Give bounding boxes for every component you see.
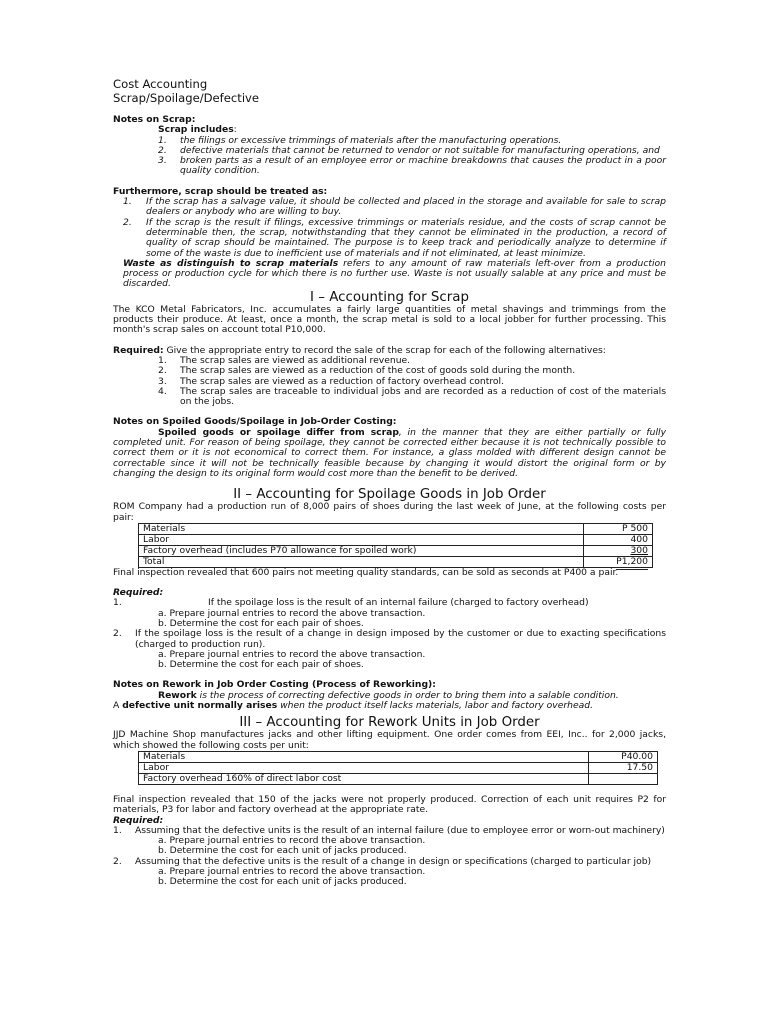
section-2-final: Final inspection revealed that 600 pairs not meeting quality standards, can be sold as seconds at P400 a pair. — [113, 566, 619, 578]
section-1-title: I – Accounting for Scrap — [310, 289, 469, 305]
defective-note: A defective unit normally arises when the product itself lacks materials, labor and factory overhead. — [113, 700, 593, 712]
section-2-intro: ROM Company had a production run of 8,000 pairs of shoes during the last week of June, at the following costs per pair: — [113, 501, 666, 523]
table-row: Factory overhead 160% of direct labor cost — [139, 773, 658, 784]
table-row: Factory overhead (includes P70 allowance for spoiled work) 300 — [139, 545, 653, 556]
list-item: 2. Assuming that the defective units is the result of a change in design or specifications (charged to particular job) — [113, 855, 652, 867]
section-3-final: Final inspection revealed that 150 of the jacks were not properly produced. Correction of each unit requires P2 for materials, P3 for labor and factory overhead at the appropriate rate. — [113, 793, 666, 816]
document-page — [113, 78, 666, 888]
section-3-title: III – Accounting for Rework Units in Job Order — [239, 715, 540, 731]
spoilage-notes-heading: Notes on Spoiled Goods/Spoilage in Job-Order Costing: — [113, 416, 397, 428]
table-row: Total P1,200 — [139, 556, 653, 567]
list-item: 2. The scrap sales are viewed as a reduction of the cost of goods sold during the month. — [158, 365, 576, 377]
list-subitem: a. Prepare journal entries to record the above transaction. — [158, 607, 426, 619]
table-row: Materials P 500 — [139, 523, 653, 534]
list-item: 3. The scrap sales are viewed as a reduction of factory overhead control. — [158, 375, 505, 387]
section-2-title: II – Accounting for Spoilage Goods in Job Order — [233, 487, 546, 503]
section-3-required: Required: — [113, 814, 164, 826]
list-subitem: a. Prepare journal entries to record the above transaction. — [158, 648, 426, 660]
scrap-notes-heading: Notes on Scrap: — [113, 114, 196, 125]
doc-subtitle: Scrap/Spoilage/Defective — [113, 90, 260, 105]
spoilage-cost-table — [138, 523, 653, 568]
list-item: 2. If the scrap is the result if filings, excessive trimmings or materials residue, and the costs of scrap cannot be determinable then, the scrap, notwithstanding that they cannot be eliminated in the production, a record of quality of scrap should be maintained. The purpose is to keep track and periodically analyze to determine if some of the waste is due to inefficient use of materials and if not eliminated, at least minimize. — [123, 216, 666, 259]
table-row: Materials P40.00 — [139, 751, 658, 762]
list-item: 1. The scrap sales are viewed as additional revenue. — [158, 354, 411, 366]
list-subitem: b. Determine the cost for each pair of shoes. — [158, 617, 364, 629]
scrap-treated-heading: Furthermore, scrap should be treated as: — [113, 185, 328, 197]
waste-note: Waste as distinguish to scrap materials refers to any amount of raw materials left-over from a production process or production cycle for which there is no further use. Waste is not usually salable at any price and must be discarded. — [123, 257, 666, 290]
list-subitem: b. Determine the cost for each unit of jacks produced. — [158, 845, 407, 857]
list-item: 3. broken parts as a result of an employee error or machine breakdowns that causes the product in a poor quality condition. — [158, 155, 666, 177]
list-subitem: b. Determine the cost for each pair of shoes. — [158, 659, 364, 671]
list-item: 1. Assuming that the defective units is the result of an internal failure (due to employee error or worn-out machinery) — [113, 824, 665, 836]
rework-note: Rework is the process of correcting defective goods in order to bring them into a salable condition. — [158, 689, 619, 701]
rework-notes-heading: Notes on Rework in Job Order Costing (Process of Reworking): — [113, 679, 436, 691]
doc-title: Cost Accounting — [113, 77, 208, 91]
section-1-intro: The KCO Metal Fabricators, Inc. accumulates a fairly large quantities of metal shavings and trimmings from the products their produce. At least, once a month, the scrap metal is sold to a local jobber for further processing. This month's scrap sales on account total P10,000. — [113, 303, 666, 336]
list-item: 2. If the spoilage loss is the result of a change in design imposed by the customer or due to exacting specifications (charged to production run). — [113, 628, 666, 650]
section-2-required: Required: — [113, 587, 164, 599]
list-item: 4. The scrap sales are traceable to individual jobs and are recorded as a reduction of cost of the materials on the jobs. — [158, 385, 666, 408]
list-subitem: b. Determine the cost for each unit of jacks produced. — [158, 876, 407, 888]
section-1-required: Required: Give the appropriate entry to record the sale of the scrap for each of the following alternatives: — [113, 344, 606, 356]
scrap-includes-line: Scrap includes: — [158, 124, 237, 136]
list-subitem: a. Prepare journal entries to record the above transaction. — [158, 866, 426, 878]
rework-cost-table — [138, 751, 658, 785]
list-item: 1. If the scrap has a salvage value, it should be collected and placed in the storage and available for sale to scrap dealers or anybody who are willing to buy. — [123, 196, 666, 218]
table-row: Labor 17.50 — [139, 762, 658, 773]
list-item: 2. defective materials that cannot be returned to vendor or not suitable for manufacturing operations, and — [158, 144, 660, 156]
table-row: Labor 400 — [139, 534, 653, 545]
section-3-intro: JJD Machine Shop manufactures jacks and other lifting equipment. One order comes from EEI, Inc.. for 2,000 jacks, which showed the following costs per unit: — [113, 729, 666, 751]
list-item: 1. If the spoilage loss is the result of an internal failure (charged to factory overhead) — [113, 597, 589, 609]
list-subitem: a. Prepare journal entries to record the above transaction. — [158, 835, 426, 847]
spoilage-note: Spoiled goods or spoilage differ from scrap, in the manner that they are either partially or fully completed unit. For reason of being spoilage, they cannot be corrected either because it is not technically possible to correct them or it is not economical to correct them. For instance, a glass molded with different design cannot be correctable since it will not be technically feasible because by changing it would distort the original form or by changing the design to its original form would cost more than the benefit to be derived. — [113, 426, 667, 479]
list-item: 1. the filings or excessive trimmings of materials after the manufacturing operations. — [158, 134, 562, 146]
